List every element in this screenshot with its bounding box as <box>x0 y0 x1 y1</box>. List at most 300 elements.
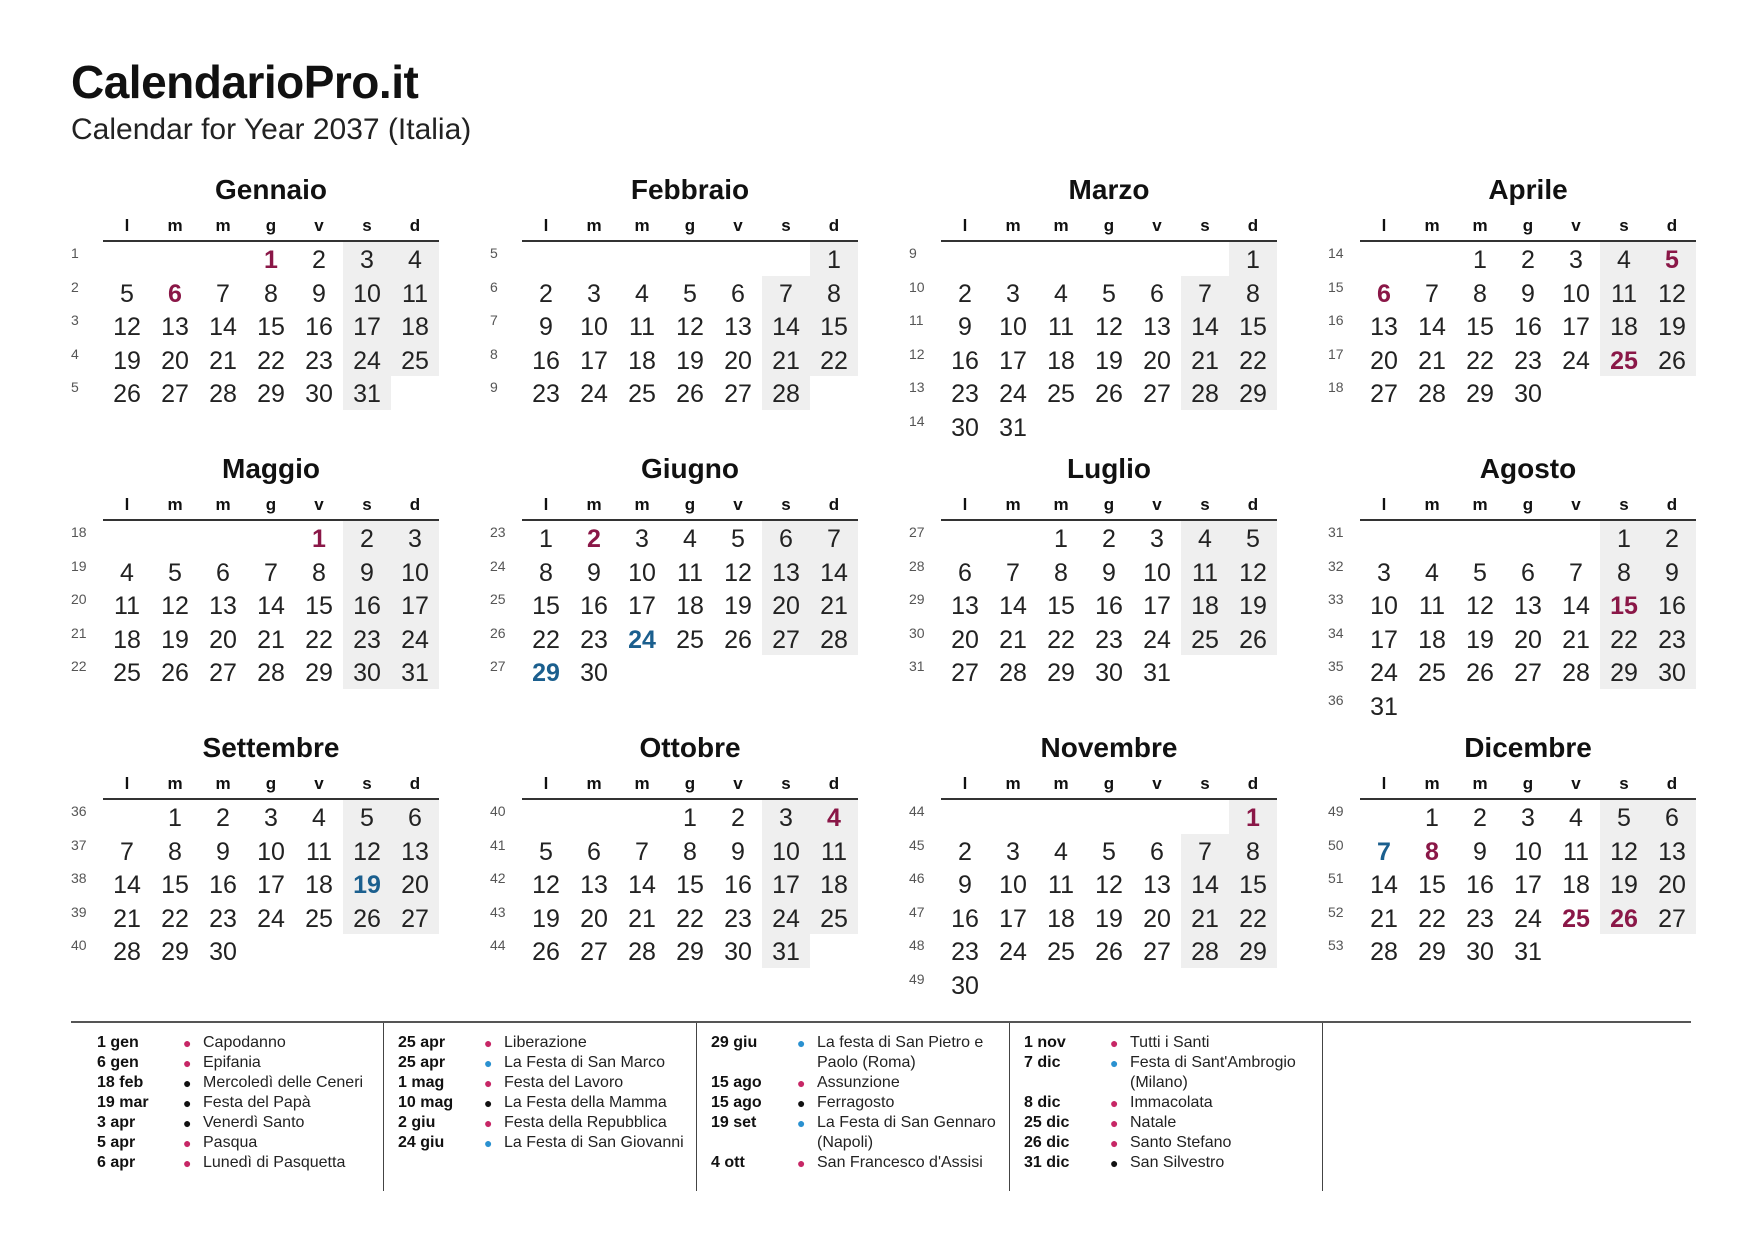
day-cell: 20 <box>161 346 189 375</box>
day-cell: 27 <box>1370 380 1398 409</box>
empty-cell <box>1648 689 1696 723</box>
empty-cell <box>1037 800 1085 834</box>
day-cell: 1 <box>1600 521 1648 555</box>
day-cell: 25 <box>628 380 656 409</box>
day-cell: 22 <box>161 904 189 933</box>
day-cell: 12 <box>1095 871 1123 900</box>
week-number: 14 <box>909 412 925 429</box>
week-row <box>1328 800 1696 834</box>
day-cell: 27 <box>762 622 810 656</box>
day-cell: 9 <box>343 555 391 589</box>
day-cell: 22 <box>1600 622 1648 656</box>
week-number: 13 <box>909 379 925 396</box>
weekday-label: m <box>634 216 650 235</box>
day-cell: 31 <box>762 934 810 968</box>
legend-item <box>697 1153 1009 1173</box>
day-cell: 14 <box>999 592 1027 621</box>
legend-date: 6 apr <box>97 1154 136 1171</box>
day-cell: 2 <box>539 279 553 308</box>
week-number: 4 <box>71 345 79 362</box>
day-cell: 21 <box>1370 904 1398 933</box>
weekday-label: l <box>1381 495 1387 514</box>
page-header <box>71 56 471 148</box>
week-row <box>1328 376 1696 410</box>
weekday-label: m <box>586 774 602 793</box>
legend-name: Tutti i Santi <box>1130 1034 1210 1051</box>
day-cell: 5 <box>683 279 697 308</box>
weekday-header <box>522 216 858 242</box>
week-number: 47 <box>909 903 925 920</box>
legend-item <box>1010 1093 1322 1113</box>
weekday-label: g <box>1103 495 1115 514</box>
day-cell: 20 <box>580 904 608 933</box>
day-cell: 2 <box>958 279 972 308</box>
day-cell: 24 <box>999 938 1027 967</box>
day-cell: 6 <box>216 558 230 587</box>
empty-cell <box>666 242 714 276</box>
empty-cell <box>522 242 570 276</box>
weekday-label: l <box>962 774 968 793</box>
day-cell: 20 <box>1370 346 1398 375</box>
day-cell: 10 <box>391 555 439 589</box>
day-cell: 14 <box>1181 867 1229 901</box>
day-cell: 8 <box>168 837 182 866</box>
weekday-label: d <box>409 216 421 235</box>
day-cell: 13 <box>580 871 608 900</box>
legend-item <box>71 1053 383 1073</box>
weekday-label: g <box>684 495 696 514</box>
week-number: 21 <box>71 624 87 641</box>
day-cell: 18 <box>1181 588 1229 622</box>
week-row <box>909 555 1277 589</box>
week-number: 20 <box>71 591 87 608</box>
day-cell: 21 <box>257 625 285 654</box>
day-cell: 10 <box>1562 279 1590 308</box>
day-cell: 17 <box>391 588 439 622</box>
day-cell: 14 <box>1181 309 1229 343</box>
bullet-dot-icon: ● <box>797 1075 806 1091</box>
weekday-label: v <box>1571 774 1581 793</box>
legend-item <box>71 1033 383 1053</box>
month-febbraio <box>490 170 895 449</box>
week-number: 28 <box>909 557 925 574</box>
day-cell: 19 <box>161 625 189 654</box>
month-name: Febbraio <box>630 174 750 205</box>
weekday-label: m <box>1053 216 1069 235</box>
day-cell: 12 <box>1229 555 1277 589</box>
weekday-label: v <box>314 495 324 514</box>
week-number: 31 <box>909 658 925 675</box>
legend-item <box>1010 1113 1322 1133</box>
bullet-dot-icon: ● <box>484 1055 493 1071</box>
day-cell: 12 <box>676 313 704 342</box>
empty-cell <box>247 934 295 968</box>
week-number: 48 <box>909 937 925 954</box>
day-cell: 23 <box>1514 346 1542 375</box>
weekday-label: m <box>167 216 183 235</box>
empty-cell <box>343 934 391 968</box>
empty-cell <box>1229 410 1277 444</box>
day-cell: 26 <box>1648 343 1696 377</box>
legend-name: Mercoledì delle Ceneri <box>203 1074 364 1091</box>
legend-name: Pasqua <box>203 1134 258 1151</box>
day-cell: 5 <box>1102 279 1116 308</box>
day-cell: 19 <box>1095 346 1123 375</box>
bullet-dot-icon: ● <box>1110 1155 1119 1171</box>
day-cell: 30 <box>1648 655 1696 689</box>
month-agosto <box>1328 449 1733 728</box>
day-cell: 13 <box>391 834 439 868</box>
day-cell: 1 <box>810 242 858 276</box>
day-cell: 17 <box>257 871 285 900</box>
day-cell: 25 <box>1418 659 1446 688</box>
legend-date: 26 dic <box>1024 1134 1070 1151</box>
bullet-dot-icon: ● <box>183 1095 192 1111</box>
day-cell: 1 <box>1473 246 1487 274</box>
weekday-label: d <box>1247 216 1259 235</box>
day-cell: 18 <box>1418 625 1446 654</box>
day-cell: 8 <box>683 837 697 866</box>
week-row <box>71 800 439 834</box>
day-cell: 31 <box>999 413 1027 442</box>
day-cell: 30 <box>580 659 608 688</box>
day-cell: 3 <box>391 521 439 555</box>
week-row <box>1328 834 1696 868</box>
day-cell: 21 <box>1562 625 1590 654</box>
empty-cell <box>762 655 810 689</box>
empty-cell <box>1504 521 1552 555</box>
legend-item <box>697 1073 1009 1093</box>
empty-cell <box>1085 800 1133 834</box>
day-cell: 20 <box>209 625 237 654</box>
day-cell: 18 <box>113 625 141 654</box>
empty-cell <box>989 968 1037 1002</box>
month-name: Gennaio <box>214 174 327 205</box>
day-cell: 8 <box>1425 837 1439 866</box>
day-cell: 16 <box>343 588 391 622</box>
empty-cell <box>1600 689 1648 723</box>
week-row <box>909 901 1277 935</box>
week-row <box>490 588 858 622</box>
weekday-label: l <box>962 495 968 514</box>
week-row <box>1328 867 1696 901</box>
day-cell: 23 <box>724 904 752 933</box>
month-name: Luglio <box>1067 453 1151 484</box>
legend-name: Ferragosto <box>817 1094 895 1111</box>
day-cell: 13 <box>1370 313 1398 342</box>
day-cell: 17 <box>1514 871 1542 900</box>
week-number: 32 <box>1328 557 1344 574</box>
day-cell: 10 <box>999 871 1027 900</box>
bullet-dot-icon: ● <box>484 1135 493 1151</box>
day-cell: 21 <box>628 904 656 933</box>
weekday-label: s <box>1619 495 1629 514</box>
legend-name: Santo Stefano <box>1130 1134 1232 1151</box>
day-cell: 30 <box>209 938 237 967</box>
empty-cell <box>1229 655 1277 689</box>
day-cell: 12 <box>532 871 560 900</box>
day-cell: 31 <box>391 655 439 689</box>
bullet-dot-icon: ● <box>484 1115 493 1131</box>
day-cell: 29 <box>257 380 285 409</box>
day-cell: 20 <box>1143 346 1171 375</box>
weekday-label: v <box>1571 216 1581 235</box>
empty-cell <box>1600 376 1648 410</box>
page-subtitle: Calendar for Year 2037 (Italia) <box>71 113 472 146</box>
day-cell: 8 <box>1473 279 1487 308</box>
day-cell: 31 <box>343 376 391 410</box>
empty-cell <box>714 242 762 276</box>
day-cell: 6 <box>391 800 439 834</box>
weekday-label: m <box>634 774 650 793</box>
day-cell: 26 <box>724 625 752 654</box>
weekday-label: d <box>1247 774 1259 793</box>
bullet-dot-icon: ● <box>1110 1035 1119 1051</box>
day-cell: 17 <box>1370 625 1398 654</box>
month-dicembre <box>1328 728 1733 1007</box>
empty-cell <box>1085 242 1133 276</box>
day-cell: 29 <box>305 659 333 688</box>
day-cell: 15 <box>257 313 285 342</box>
weekday-label: s <box>1200 774 1210 793</box>
week-number: 44 <box>909 803 925 819</box>
week-row <box>909 376 1277 410</box>
day-cell: 22 <box>257 346 285 375</box>
empty-cell <box>391 934 439 968</box>
week-row <box>1328 276 1696 310</box>
legend-name: La Festa di San Gennaro (Napoli) <box>817 1114 996 1151</box>
week-row <box>909 968 1277 1002</box>
week-row <box>490 309 858 343</box>
week-row <box>909 521 1277 555</box>
day-cell: 21 <box>1181 901 1229 935</box>
day-cell: 3 <box>1006 279 1020 308</box>
day-cell: 2 <box>312 246 326 274</box>
day-cell: 22 <box>1047 625 1075 654</box>
week-number: 40 <box>71 937 87 954</box>
day-cell: 2 <box>731 804 745 832</box>
month-name: Settembre <box>202 732 340 763</box>
weekday-label: s <box>781 495 791 514</box>
week-number: 11 <box>909 312 924 329</box>
day-cell: 9 <box>216 837 230 866</box>
day-cell: 24 <box>628 625 656 654</box>
week-number: 8 <box>490 345 498 362</box>
legend-column <box>697 1023 1010 1191</box>
day-cell: 1 <box>168 804 182 832</box>
week-row <box>1328 521 1696 555</box>
empty-cell <box>570 800 618 834</box>
weekday-label: g <box>1522 495 1534 514</box>
bullet-dot-icon: ● <box>183 1135 192 1151</box>
day-cell: 1 <box>1229 800 1277 834</box>
day-cell: 14 <box>762 309 810 343</box>
day-cell: 31 <box>1370 692 1398 721</box>
week-row <box>1328 343 1696 377</box>
bullet-dot-icon: ● <box>183 1075 192 1091</box>
day-cell: 15 <box>676 871 704 900</box>
weekday-label: m <box>1005 774 1021 793</box>
legend-name: Lunedì di Pasquetta <box>203 1154 346 1171</box>
week-row <box>490 521 858 555</box>
weekday-label: m <box>634 495 650 514</box>
empty-cell <box>1408 521 1456 555</box>
day-cell: 6 <box>168 279 182 308</box>
day-cell: 18 <box>676 592 704 621</box>
week-row <box>71 343 439 377</box>
day-cell: 22 <box>1466 346 1494 375</box>
weekday-header <box>103 495 439 521</box>
day-cell: 29 <box>1229 934 1277 968</box>
weekday-header <box>103 216 439 242</box>
empty-cell <box>1133 242 1181 276</box>
day-cell: 15 <box>1229 867 1277 901</box>
weekday-label: d <box>409 774 421 793</box>
week-row <box>1328 588 1696 622</box>
weekday-label: g <box>1522 216 1534 235</box>
month-luglio <box>909 449 1314 728</box>
empty-cell <box>1133 800 1181 834</box>
week-number: 34 <box>1328 624 1344 641</box>
empty-cell <box>247 521 295 555</box>
day-cell: 22 <box>676 904 704 933</box>
day-cell: 27 <box>1143 380 1171 409</box>
day-cell: 1 <box>264 246 278 274</box>
day-cell: 19 <box>1095 904 1123 933</box>
day-cell: 15 <box>1466 313 1494 342</box>
weekday-label: s <box>362 495 372 514</box>
bullet-dot-icon: ● <box>797 1095 806 1111</box>
day-cell: 16 <box>305 313 333 342</box>
legend-column <box>1323 1023 1636 1191</box>
empty-cell <box>103 800 151 834</box>
day-cell: 8 <box>264 279 278 308</box>
legend-date: 25 apr <box>398 1054 446 1071</box>
day-cell: 14 <box>209 313 237 342</box>
day-cell: 25 <box>1047 380 1075 409</box>
day-cell: 23 <box>532 380 560 409</box>
day-cell: 9 <box>539 313 553 342</box>
weekday-label: s <box>781 216 791 235</box>
weekday-label: d <box>828 495 840 514</box>
day-cell: 16 <box>951 904 979 933</box>
day-cell: 4 <box>683 525 697 553</box>
day-cell: 7 <box>1569 558 1583 587</box>
day-cell: 9 <box>958 871 972 900</box>
empty-cell <box>1456 689 1504 723</box>
day-cell: 2 <box>1648 521 1696 555</box>
empty-cell <box>666 655 714 689</box>
day-cell: 6 <box>762 521 810 555</box>
week-row <box>71 555 439 589</box>
day-cell: 1 <box>1229 242 1277 276</box>
day-cell: 3 <box>1377 558 1391 587</box>
day-cell: 11 <box>114 592 140 621</box>
day-cell: 5 <box>1600 800 1648 834</box>
day-cell: 14 <box>1418 313 1446 342</box>
day-cell: 27 <box>580 938 608 967</box>
day-cell: 21 <box>999 625 1027 654</box>
legend-name: Immacolata <box>1130 1094 1213 1111</box>
day-cell: 23 <box>1095 625 1123 654</box>
day-cell: 17 <box>628 592 656 621</box>
week-row <box>1328 242 1696 276</box>
day-cell: 15 <box>810 309 858 343</box>
bullet-dot-icon: ● <box>1110 1055 1119 1071</box>
legend-name: San Silvestro <box>1130 1154 1225 1171</box>
day-cell: 30 <box>951 971 979 1000</box>
legend-date: 1 nov <box>1024 1034 1066 1051</box>
weekday-label: v <box>314 216 324 235</box>
weekday-header <box>941 495 1277 521</box>
day-cell: 24 <box>1514 904 1542 933</box>
day-cell: 17 <box>762 867 810 901</box>
legend-column <box>384 1023 697 1191</box>
week-number: 12 <box>909 345 925 362</box>
week-row <box>1328 309 1696 343</box>
day-cell: 21 <box>810 588 858 622</box>
day-cell: 23 <box>951 380 979 409</box>
bullet-dot-icon: ● <box>1110 1095 1119 1111</box>
legend-date: 6 gen <box>97 1054 139 1071</box>
legend-item <box>1010 1153 1322 1173</box>
empty-cell <box>391 376 439 410</box>
empty-cell <box>810 376 858 410</box>
day-cell: 19 <box>676 346 704 375</box>
day-cell: 14 <box>257 592 285 621</box>
weekday-header <box>941 774 1277 800</box>
day-cell: 15 <box>1418 871 1446 900</box>
day-cell: 27 <box>1514 659 1542 688</box>
week-number: 19 <box>71 557 87 574</box>
week-number: 1 <box>71 245 79 261</box>
day-cell: 3 <box>635 525 649 553</box>
day-cell: 5 <box>120 279 134 308</box>
day-cell: 16 <box>724 871 752 900</box>
weekday-label: m <box>1472 216 1488 235</box>
week-number: 36 <box>1328 691 1344 708</box>
day-cell: 5 <box>539 837 553 866</box>
empty-cell <box>1360 800 1408 834</box>
day-cell: 8 <box>1229 276 1277 310</box>
day-cell: 7 <box>264 558 278 587</box>
day-cell: 24 <box>999 380 1027 409</box>
day-cell: 26 <box>161 659 189 688</box>
month-name: Maggio <box>222 453 320 484</box>
legend-item <box>71 1153 383 1173</box>
day-cell: 3 <box>1521 804 1535 832</box>
day-cell: 17 <box>343 309 391 343</box>
week-row <box>71 309 439 343</box>
weekday-label: m <box>215 216 231 235</box>
day-cell: 16 <box>1095 592 1123 621</box>
day-cell: 6 <box>1150 837 1164 866</box>
week-number: 39 <box>71 903 87 920</box>
week-row <box>909 343 1277 377</box>
day-cell: 5 <box>1102 837 1116 866</box>
weekday-label: s <box>1619 216 1629 235</box>
day-cell: 20 <box>1143 904 1171 933</box>
weekday-label: v <box>314 774 324 793</box>
day-cell: 25 <box>1181 622 1229 656</box>
weekday-label: v <box>733 495 743 514</box>
day-cell: 30 <box>951 413 979 442</box>
weekday-label: s <box>1619 774 1629 793</box>
week-number: 49 <box>909 970 925 987</box>
day-cell: 3 <box>1569 246 1583 274</box>
empty-cell <box>810 655 858 689</box>
weekday-label: l <box>124 774 130 793</box>
